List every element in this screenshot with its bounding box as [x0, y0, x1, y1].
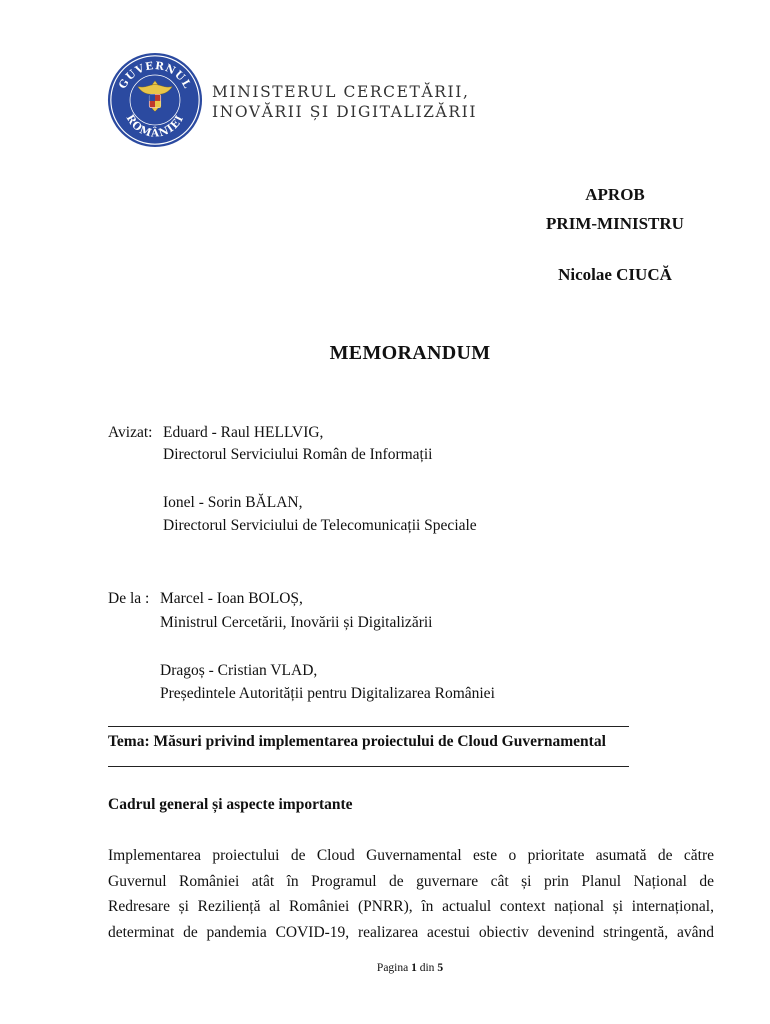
avizat-person1-name: Eduard - Raul HELLVIG,	[163, 424, 324, 441]
approval-role: PRIM-MINISTRU	[546, 214, 684, 233]
ministry-name-line1: MINISTERUL CERCETĂRII,	[212, 83, 470, 101]
ministry-name	[212, 82, 477, 122]
section-heading: Cadrul general și aspecte importante	[108, 796, 353, 813]
subject-line: Tema: Măsuri privind implementarea proiectului de Cloud Guvernamental	[108, 733, 606, 750]
divider-bottom	[108, 766, 629, 767]
approval-block	[540, 180, 690, 238]
svg-text:ROMÂNIEI: ROMÂNIEI	[123, 112, 187, 140]
divider-top	[108, 726, 629, 727]
paragraph-line: Guvernul României atât în Programul de guvernare cât și prin Planul Național de	[108, 872, 714, 890]
footer-prefix: Pagina	[376, 962, 409, 974]
total-page-number: 5	[437, 962, 444, 974]
body-paragraph	[108, 843, 714, 945]
document-title: MEMORANDUM	[329, 342, 491, 364]
approval-signatory-name: Nicolae CIUCĂ	[558, 265, 672, 284]
paragraph-line: Implementarea proiectului de Cloud Guvernamental este o prioritate asumată de către	[108, 847, 714, 864]
svg-text:GUVERNUL: GUVERNUL	[116, 60, 194, 91]
from-person1-name: Marcel - Ioan BOLOȘ,	[160, 590, 303, 607]
from-label: De la :	[108, 590, 150, 607]
ministry-name-line2: INOVĂRII ȘI DIGITALIZĂRII	[212, 103, 478, 121]
paragraph-line: determinat de pandemia COVID-19, realizarea acestui obiectiv devenind stringentă, având	[108, 923, 714, 941]
approval-label: APROB	[585, 185, 645, 204]
from-person2-role: Președintele Autorității pentru Digitalizarea României	[160, 685, 495, 702]
page-footer	[0, 962, 770, 974]
from-person1-role: Ministrul Cercetării, Inovării și Digitalizării	[160, 614, 433, 631]
paragraph-line: Redresare și Reziliență al României (PNRR), în actualul context național și internațional,	[108, 898, 714, 915]
footer-middle: din	[419, 962, 435, 974]
government-seal-logo	[107, 52, 203, 148]
avizat-person2-name: Ionel - Sorin BĂLAN,	[163, 494, 303, 511]
avizat-person2-role: Directorul Serviciului de Telecomunicații Speciale	[163, 517, 477, 534]
from-person2-name: Dragoș - Cristian VLAD,	[160, 662, 318, 679]
current-page-number: 1	[411, 962, 417, 974]
avizat-person1-role: Directorul Serviciului Român de Informații	[163, 446, 433, 463]
avizat-label: Avizat:	[108, 424, 153, 441]
